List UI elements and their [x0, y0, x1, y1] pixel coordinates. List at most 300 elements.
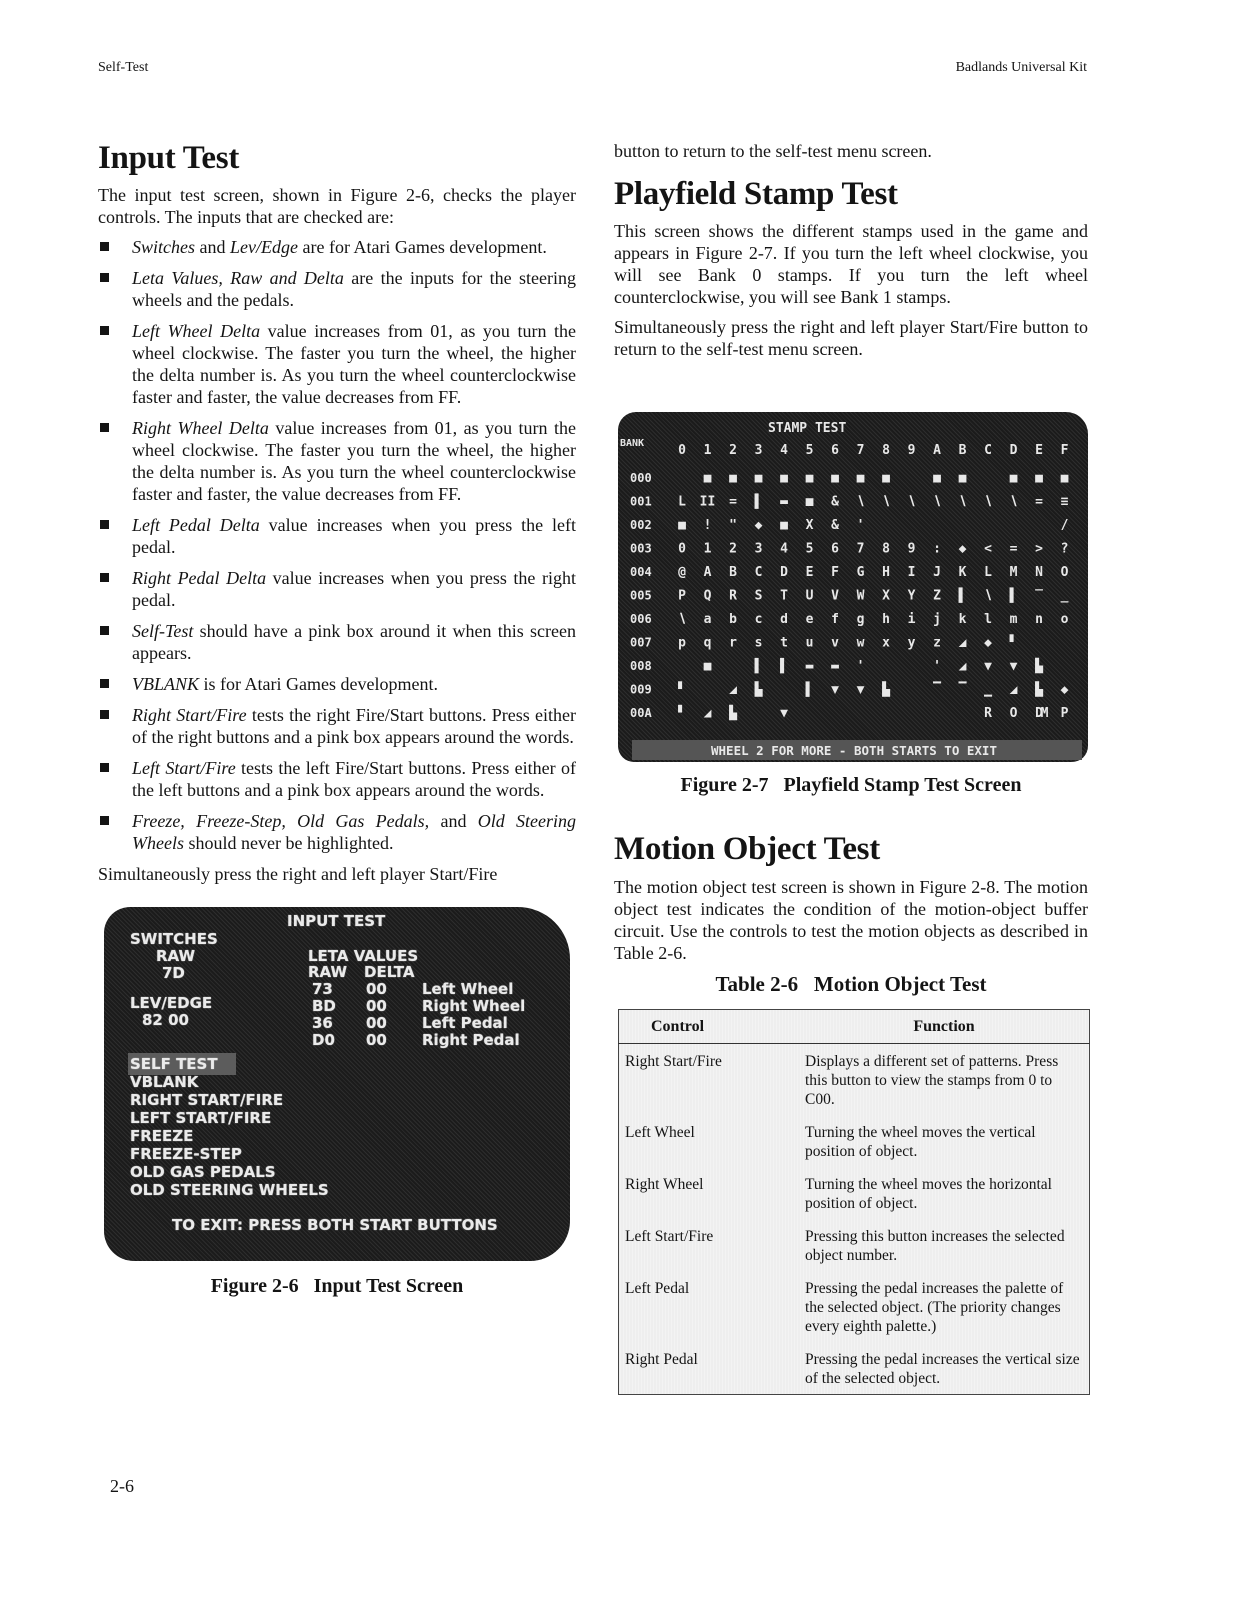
- stamp-column-header: B: [958, 443, 967, 459]
- leta-raw-cell: 73: [312, 980, 333, 999]
- bullet-term-2: Lev/Edge: [230, 237, 298, 258]
- table-cell-function: Turning the wheel moves the vertical position of object.: [805, 1123, 1036, 1160]
- stamp-cell: X: [882, 588, 890, 604]
- stamp-column-header: 6: [831, 443, 839, 459]
- stamp-cell: 1: [703, 541, 712, 557]
- bullet-text: tests the right Fire/Start buttons. Press either of the right buttons and a pink box appears around the words.: [132, 705, 577, 748]
- motion-object-para: The motion object test screen is shown in Figure 2-8. The motion object test indicates the condition of the motion-object buffer circuit. Use the controls to test the motion objects as described in Table 2-6.: [614, 876, 1088, 963]
- stamp-cell: ?: [1060, 541, 1069, 557]
- stamp-cell: /: [1060, 518, 1069, 534]
- stamp-cell: M: [1040, 706, 1049, 722]
- stamp-cell: 4: [780, 541, 788, 557]
- stamp-cell: d: [780, 612, 788, 628]
- stamp-cell: ▙: [754, 682, 763, 698]
- stamp-row-label: 009: [630, 682, 652, 697]
- figure-2-6-caption: Figure 2-6 Input Test Screen: [210, 1275, 464, 1298]
- stamp-cell: &: [831, 518, 839, 534]
- stamp-cell: k: [958, 612, 967, 628]
- input-test-screen-figure: [104, 907, 570, 1261]
- bullet-term: Freeze, Freeze-Step, Old Gas Pedals,: [132, 811, 430, 832]
- stamp-cell: ∖: [907, 494, 916, 510]
- stamp-cell: ■: [933, 471, 941, 487]
- stamp-cell: ▌: [958, 588, 967, 604]
- stamp-cell: ∖: [677, 612, 687, 628]
- stamp-cell: ■: [1009, 471, 1018, 487]
- stamp-row-label: 000: [630, 471, 652, 486]
- bullet-item: [98, 236, 576, 258]
- stamp-cell: ■: [780, 471, 788, 487]
- stamp-row-label: 005: [630, 588, 652, 603]
- bullet-text: value increases when you press the right pedal.: [132, 568, 576, 611]
- bullet-text: is for Atari Games development.: [199, 674, 438, 695]
- stamp-cell: ■: [729, 471, 737, 487]
- screen-leta-values: LETA VALUES: [308, 947, 419, 966]
- stamp-row-label: 002: [630, 518, 652, 533]
- input-bullet-list: [98, 236, 576, 854]
- stamp-cell: Q: [703, 588, 712, 604]
- stamp-cell: ◢: [958, 635, 967, 651]
- stamp-cell: w: [856, 635, 865, 651]
- playfield-para-1: This screen shows the different stamps used in the game and appears in Figure 2-7. If you turn the left wheel clockwise, you will see Bank 0 stamps. If you turn the left wheel counterclockwise, you will see Bank 1 stamps.: [614, 221, 1088, 308]
- bullet-term: Right Start/Fire: [132, 705, 247, 726]
- stamp-grid: [618, 412, 1088, 762]
- stamp-cell: b: [729, 612, 737, 628]
- leta-delta-cell: 00: [366, 980, 387, 999]
- bullet-item: [98, 320, 576, 408]
- stamp-cell: =: [1009, 541, 1018, 557]
- bullet-marker: [100, 626, 109, 635]
- stamp-cell: ▌: [805, 682, 814, 698]
- stamp-cell: ■: [856, 471, 865, 487]
- bullet-connector: and: [195, 237, 230, 258]
- stamp-cell: A: [703, 565, 712, 581]
- screen-switches: SWITCHES: [130, 930, 218, 949]
- stamp-cell: II: [699, 494, 716, 510]
- screen-menu-item: OLD STEERING WHEELS: [130, 1181, 329, 1200]
- stamp-cell: M: [1009, 565, 1018, 581]
- stamp-bank-label: BANK: [620, 438, 645, 450]
- table-row: [619, 1271, 1090, 1342]
- stamp-cell: ▼: [780, 706, 788, 722]
- stamp-cell: ∖: [856, 494, 865, 510]
- screen-lev-edge-value: 82 00: [142, 1011, 189, 1030]
- bullet-text: value increases when you press the left pedal.: [132, 515, 576, 558]
- bullet-text: value increases from 01, as you turn the wheel clockwise. The faster you turn the wheel, the higher the delta number is. As you turn the wheel counterclockwise faster and faster, the value decreases from FF.: [132, 321, 576, 408]
- stamp-cell: ‾: [1035, 588, 1043, 604]
- bullet-marker: [100, 520, 109, 529]
- stamp-cell: 8: [882, 541, 890, 557]
- screen-footer: TO EXIT: PRESS BOTH START BUTTONS: [172, 1216, 498, 1235]
- stamp-row-label: 008: [630, 659, 652, 674]
- bullet-item: [98, 417, 576, 505]
- bullet-item: [98, 757, 576, 801]
- stamp-cell: ': [856, 518, 865, 534]
- leta-delta-cell: 00: [366, 1031, 387, 1050]
- figure-2-7-caption: Figure 2-7 Playfield Stamp Test Screen: [680, 774, 1022, 797]
- bullet-connector: and: [429, 811, 478, 832]
- table-row: [619, 1043, 1090, 1115]
- playfield-para-2: Simultaneously press the right and left player Start/Fire button to return to the self-test menu screen.: [614, 317, 1088, 360]
- stamp-cell: ◆: [754, 518, 763, 534]
- stamp-column-header: A: [933, 443, 941, 459]
- stamp-cell: ': [933, 659, 941, 675]
- stamp-cell: =: [1035, 494, 1043, 510]
- stamp-cell: f: [831, 612, 839, 628]
- stamp-column-header: E: [1035, 443, 1043, 459]
- stamp-row-label: 007: [630, 635, 652, 650]
- stamp-cell: Z: [933, 588, 941, 604]
- stamp-cell: v: [831, 635, 839, 651]
- stamp-cell: ▼: [831, 682, 839, 698]
- stamp-cell: ▘: [678, 682, 686, 698]
- stamp-cell: q: [703, 635, 712, 651]
- stamp-cell: H: [882, 565, 890, 581]
- stamp-cell: ▔: [958, 682, 967, 698]
- stamp-column-header: C: [984, 443, 992, 459]
- stamp-cell: T: [780, 588, 788, 604]
- bullet-marker: [100, 326, 109, 335]
- bullet-term: Left Wheel Delta: [132, 321, 261, 342]
- stamp-cell: 3: [754, 541, 763, 557]
- stamp-cell: ■: [780, 518, 788, 534]
- leta-raw-cell: D0: [312, 1031, 335, 1050]
- stamp-cell: N: [1035, 565, 1043, 581]
- stamp-title: STAMP TEST: [768, 421, 847, 437]
- bullet-marker: [100, 423, 109, 432]
- stamp-cell: ∖: [932, 494, 942, 510]
- table-cell-function: Pressing the pedal increases the vertical size of the selected object.: [805, 1350, 1080, 1387]
- table-cell-control: Right Start/Fire: [625, 1052, 722, 1070]
- stamp-cell: ■: [805, 494, 814, 510]
- input-test-closing: Simultaneously press the right and left player Start/Fire: [98, 864, 498, 885]
- playfield-stamp-test-heading: Playfield Stamp Test: [614, 176, 898, 212]
- stamp-cell: y: [907, 635, 916, 651]
- screen-raw: RAW: [156, 947, 196, 966]
- stamp-cell: _: [1060, 588, 1069, 604]
- stamp-cell: ◢: [729, 682, 737, 698]
- stamp-cell: ■: [831, 471, 839, 487]
- stamp-column-header: 8: [882, 443, 890, 459]
- stamp-cell: 5: [805, 541, 814, 557]
- stamp-cell: :: [933, 541, 941, 557]
- stamp-cell: ■: [882, 471, 890, 487]
- stamp-cell: R: [984, 706, 992, 722]
- table-cell-control: Right Wheel: [625, 1175, 704, 1193]
- stamp-cell: ≡: [1060, 494, 1069, 510]
- screen-menu-item: OLD GAS PEDALS: [130, 1163, 276, 1182]
- table-header-row: [619, 1009, 1090, 1043]
- stamp-cell: F: [831, 565, 839, 581]
- stamp-cell: ■: [754, 471, 763, 487]
- stamp-cell: e: [805, 612, 814, 628]
- table-cell-function: Pressing the pedal increases the palette of the selected object. (The priority changes every eighth palette.): [805, 1279, 1064, 1335]
- table-row: [619, 1167, 1090, 1219]
- stamp-cell: V: [831, 588, 839, 604]
- stamp-cell: r: [729, 635, 737, 651]
- stamp-cell: t: [780, 635, 788, 651]
- screen-lev-edge: LEV/EDGE: [130, 994, 213, 1013]
- stamp-cell: ∖: [983, 588, 993, 604]
- stamp-cell: ▼: [1009, 659, 1018, 675]
- stamp-cell: ▬: [805, 659, 814, 675]
- stamp-row-label: 006: [630, 612, 652, 627]
- stamp-cell: ■: [678, 518, 686, 534]
- stamp-cell: U: [805, 588, 814, 604]
- bullet-marker: [100, 816, 109, 825]
- stamp-cell: R: [729, 588, 737, 604]
- table-row: [619, 1115, 1090, 1167]
- stamp-cell: ▔: [933, 682, 941, 698]
- input-test-intro: The input test screen, shown in Figure 2-6, checks the player controls. The inputs that are checked are:: [98, 185, 576, 228]
- running-header-right: Badlands Universal Kit: [955, 60, 1087, 75]
- stamp-cell: 2: [729, 541, 737, 557]
- stamp-row-label: 001: [630, 494, 652, 509]
- stamp-cell: >: [1035, 541, 1043, 557]
- stamp-cell: ': [856, 659, 865, 675]
- motion-object-test-heading: Motion Object Test: [614, 831, 880, 868]
- stamp-cell: ": [729, 518, 737, 534]
- stamp-cell: K: [958, 565, 967, 581]
- stamp-cell: 0: [678, 541, 686, 557]
- running-header-left: Self-Test: [98, 60, 149, 75]
- stamp-column-header: 3: [754, 443, 763, 459]
- table-body: [619, 1043, 1090, 1394]
- stamp-cell: m: [1009, 612, 1018, 628]
- stamp-cell: ▙: [882, 682, 890, 698]
- stamp-column-header: 1: [703, 443, 712, 459]
- stamp-cell: I: [907, 565, 916, 581]
- stamp-cell: @: [678, 565, 686, 581]
- stamp-cell: ∖: [958, 494, 967, 510]
- table-cell-function: Pressing this button increases the selected object number.: [805, 1227, 1065, 1264]
- bullet-marker: [100, 710, 109, 719]
- stamp-cell: G: [856, 565, 865, 581]
- bullet-item: [98, 810, 576, 854]
- stamp-cell: ∖: [881, 494, 891, 510]
- bullet-item: [98, 267, 576, 311]
- stamp-cell: ■: [1035, 471, 1043, 487]
- stamp-cell: X: [805, 518, 814, 534]
- stamp-cell: ▬: [831, 659, 839, 675]
- stamp-cell: ▙: [1035, 659, 1043, 675]
- stamp-cell: ▌: [780, 659, 788, 675]
- stamp-cell: J: [933, 565, 941, 581]
- bullet-item: [98, 567, 576, 611]
- table-cell-control: Left Pedal: [625, 1279, 690, 1297]
- stamp-cell: ◢: [703, 706, 712, 722]
- stamp-cell: O: [1009, 706, 1018, 722]
- stamp-cell: ■: [805, 471, 814, 487]
- bullet-marker: [100, 242, 109, 251]
- stamp-cell: x: [882, 635, 890, 651]
- screen-menu-item: RIGHT START/FIRE: [130, 1091, 284, 1110]
- stamp-cell: ▁: [984, 682, 992, 698]
- bullet-term: Right Wheel Delta: [132, 418, 269, 439]
- stamp-cell: ▙: [1035, 682, 1043, 698]
- stamp-column-header: 2: [729, 443, 737, 459]
- bullet-term: Right Pedal Delta: [132, 568, 267, 589]
- leta-label-cell: Left Pedal: [422, 1014, 508, 1033]
- stamp-row-label: 00A: [630, 706, 652, 721]
- stamp-cell: n: [1035, 612, 1043, 628]
- bullet-marker: [100, 763, 109, 772]
- table-cell-function: Turning the wheel moves the horizontal position of object.: [805, 1175, 1052, 1212]
- bullet-term: Left Pedal Delta: [132, 515, 260, 536]
- stamp-cell: ■: [1060, 471, 1069, 487]
- stamp-cell: ▘: [1009, 635, 1018, 651]
- stamp-cell: 6: [831, 541, 839, 557]
- stamp-cell: ▼: [856, 682, 865, 698]
- stamp-cell: ∖: [1009, 494, 1018, 510]
- leta-delta-cell: 00: [366, 997, 387, 1016]
- bullet-term-2: Old Steering Wheels: [132, 811, 576, 854]
- stamp-cell: ▌: [754, 659, 763, 675]
- stamp-row-label: 004: [630, 565, 652, 580]
- stamp-cell: <: [984, 541, 992, 557]
- stamp-cell: u: [805, 635, 814, 651]
- stamp-cell: B: [729, 565, 737, 581]
- leta-label-cell: Left Wheel: [422, 980, 514, 999]
- stamp-cell: !: [703, 518, 712, 534]
- stamp-cell: g: [856, 612, 865, 628]
- screen-menu-item: FREEZE-STEP: [130, 1145, 242, 1164]
- table-header-function: Function: [799, 1009, 1090, 1043]
- leta-delta-cell: 00: [366, 1014, 387, 1033]
- screen-title: INPUT TEST: [287, 912, 386, 931]
- screen-raw-value: 7D: [162, 964, 185, 983]
- stamp-cell: s: [754, 635, 763, 651]
- leta-raw-cell: 36: [312, 1014, 333, 1033]
- stamp-column-header: 4: [780, 443, 788, 459]
- stamp-cell: E: [805, 565, 814, 581]
- leta-label-cell: Right Wheel: [422, 997, 526, 1016]
- stamp-cell: o: [1060, 612, 1069, 628]
- leta-label-cell: Right Pedal: [422, 1031, 520, 1050]
- stamp-cell: ◢: [958, 659, 967, 675]
- screen-delta-col: DELTA: [364, 963, 415, 982]
- stamp-column-header: 9: [907, 443, 916, 459]
- stamp-cell: O: [1060, 565, 1069, 581]
- stamp-cell: l: [984, 612, 992, 628]
- table-2-6-caption: Table 2-6 Motion Object Test: [715, 971, 987, 996]
- stamp-cell: L: [984, 565, 992, 581]
- bullet-term: Switches: [132, 237, 195, 258]
- stamp-test-screen-figure: [618, 412, 1088, 762]
- bullet-term: VBLANK: [132, 674, 200, 695]
- bullet-text: should never be highlighted.: [183, 833, 394, 854]
- table-header-control: Control: [619, 1009, 800, 1043]
- stamp-cell: ▼: [984, 659, 992, 675]
- stamp-cell: ◆: [958, 541, 967, 557]
- stamp-cell: ◢: [1009, 682, 1018, 698]
- stamp-cell: ∖: [983, 494, 993, 510]
- stamp-cell: C: [754, 565, 763, 581]
- stamp-cell: P: [678, 588, 686, 604]
- stamp-column-header: 5: [805, 443, 814, 459]
- continuation-text: button to return to the self-test menu screen.: [614, 141, 932, 161]
- stamp-cell: p: [678, 635, 686, 651]
- bullet-item: [98, 673, 576, 695]
- bullet-marker: [100, 273, 109, 282]
- screen-raw-col: RAW: [308, 963, 348, 982]
- leta-raw-cell: BD: [312, 997, 336, 1016]
- table-cell-control: Left Start/Fire: [625, 1227, 714, 1245]
- screen-menu-item: LEFT START/FIRE: [130, 1109, 272, 1128]
- stamp-footer: WHEEL 2 FOR MORE - BOTH STARTS TO EXIT: [711, 743, 997, 759]
- screen-menu-item: SELF TEST: [130, 1055, 218, 1074]
- stamp-cell: ■: [703, 471, 712, 487]
- stamp-cell: ■: [703, 659, 712, 675]
- stamp-cell: L: [678, 494, 686, 510]
- input-test-heading: Input Test: [98, 140, 240, 176]
- stamp-column-header: F: [1060, 443, 1069, 459]
- stamp-cell: ■: [958, 471, 967, 487]
- stamp-column-header: 0: [678, 443, 686, 459]
- stamp-cell: ▬: [780, 494, 788, 510]
- stamp-cell: ◆: [984, 635, 992, 651]
- right-column: [614, 140, 1088, 1395]
- stamp-cell: ▌: [1009, 588, 1018, 604]
- stamp-row-label: 003: [630, 541, 652, 556]
- bullet-text: tests the left Fire/Start buttons. Press either of the left buttons and a pink box appears around the words.: [132, 758, 576, 801]
- stamp-cell: =: [729, 494, 737, 510]
- stamp-cell: c: [754, 612, 763, 628]
- stamp-cell: 7: [856, 541, 865, 557]
- bullet-marker: [100, 679, 109, 688]
- bullet-text: should have a pink box around it when this screen appears.: [132, 621, 576, 664]
- stamp-cell: i: [907, 612, 916, 628]
- stamp-cell: P: [1060, 706, 1069, 722]
- table-row: [619, 1342, 1090, 1395]
- stamp-cell: W: [856, 588, 865, 604]
- bullet-term: Self-Test: [132, 621, 194, 642]
- table-cell-function: Displays a different set of patterns. Press this button to view the stamps from 0 to C00.: [805, 1052, 1059, 1108]
- stamp-cell: Y: [907, 588, 916, 604]
- stamp-cell: &: [831, 494, 839, 510]
- stamp-cell: D: [780, 565, 788, 581]
- stamp-cell: ◆: [1060, 682, 1069, 698]
- motion-object-table: [618, 1009, 1090, 1395]
- stamp-cell: ▌: [754, 494, 763, 510]
- bullet-text: are the inputs for the steering wheels and the pedals.: [132, 268, 576, 311]
- screen-menu-item: VBLANK: [130, 1073, 199, 1092]
- left-column: [98, 140, 576, 1298]
- stamp-cell: z: [933, 635, 941, 651]
- stamp-cell: ▙: [729, 706, 737, 722]
- bullet-term: Leta Values, Raw and Delta: [132, 268, 344, 289]
- stamp-cell: D: [1035, 706, 1043, 722]
- stamp-cell: j: [933, 612, 941, 628]
- page-number: 2-6: [110, 1476, 134, 1496]
- stamp-cell: h: [882, 612, 890, 628]
- table-cell-control: Left Wheel: [625, 1123, 695, 1141]
- stamp-cell: 9: [907, 541, 916, 557]
- stamp-cell: ▘: [678, 706, 686, 722]
- stamp-cell: a: [703, 612, 712, 628]
- stamp-column-header: D: [1009, 443, 1018, 459]
- bullet-item: [98, 514, 576, 558]
- bullet-marker: [100, 573, 109, 582]
- bullet-text: are for Atari Games development.: [297, 237, 547, 258]
- table-cell-control: Right Pedal: [625, 1350, 698, 1368]
- bullet-term: Left Start/Fire: [132, 758, 236, 779]
- screen-menu-item: FREEZE: [130, 1127, 194, 1146]
- bullet-item: [98, 620, 576, 664]
- table-row: [619, 1219, 1090, 1271]
- stamp-column-header: 7: [856, 443, 865, 459]
- bullet-text: value increases from 01, as you turn the wheel clockwise. The faster you turn the wheel, the higher the delta number is. As you turn the wheel counterclockwise faster and faster, the value decreases from FF.: [132, 418, 576, 505]
- stamp-cell: S: [754, 588, 763, 604]
